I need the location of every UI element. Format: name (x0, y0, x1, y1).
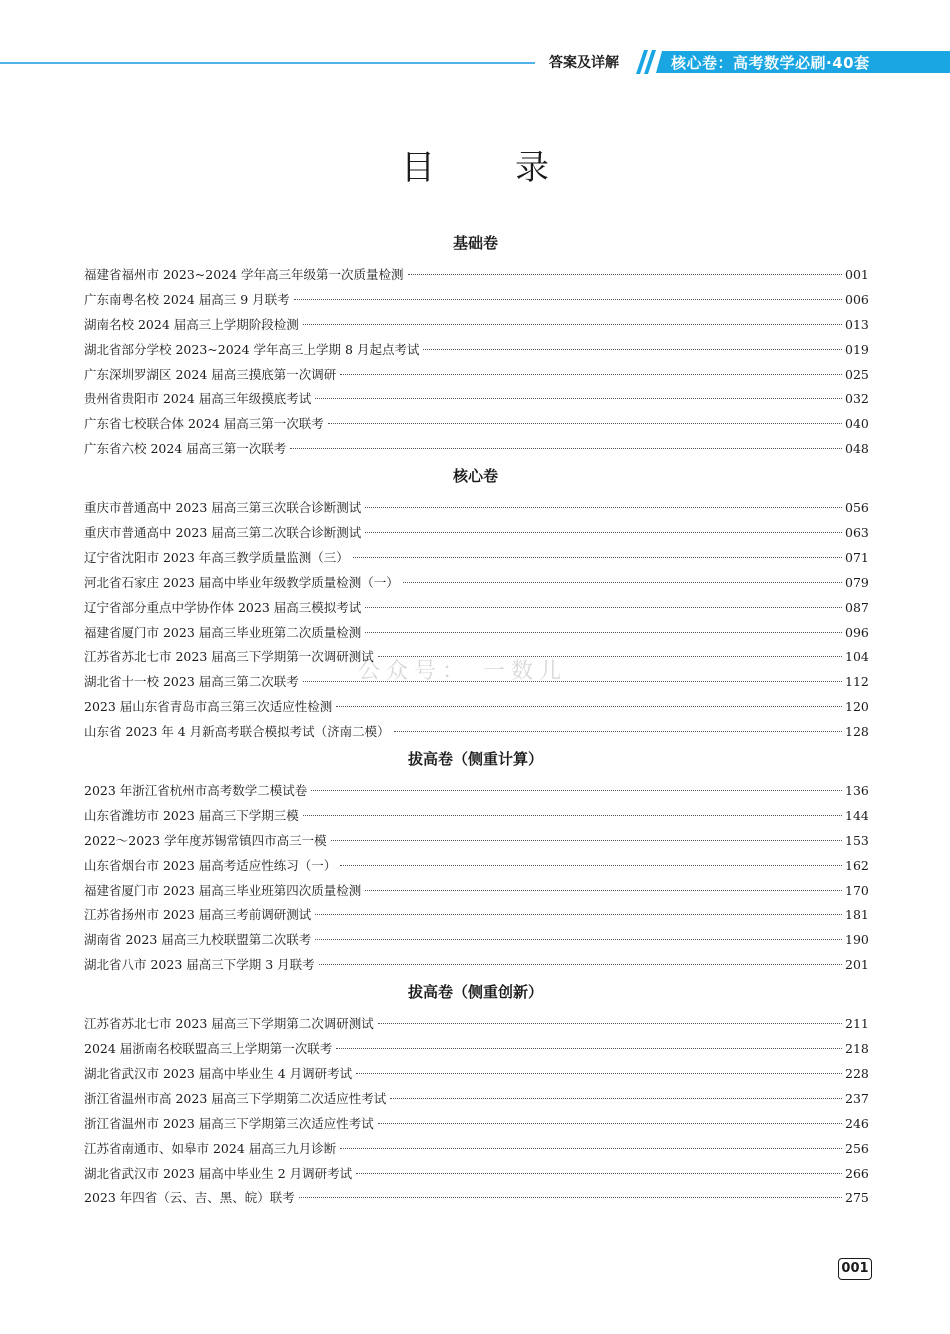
dot-leader (303, 324, 842, 325)
dot-leader (378, 1123, 842, 1124)
entry-title: 湖南省 2023 届高三九校联盟第二次联考 (84, 932, 312, 948)
entry-page-number: 256 (845, 1140, 869, 1156)
toc-section (84, 745, 867, 978)
header-banner-text: 核心卷：高考数学必刷·40套 (671, 54, 870, 72)
entry-page-number: 153 (845, 832, 869, 848)
entry-page-number: 096 (845, 624, 869, 640)
toc-entry[interactable] (84, 903, 867, 928)
dot-leader (403, 582, 842, 583)
dot-leader (303, 681, 842, 682)
entry-page-number: 032 (845, 391, 869, 407)
section-heading: 核心卷 (452, 467, 498, 486)
entry-page-number: 056 (845, 500, 869, 516)
dot-leader (319, 964, 842, 965)
entry-title: 湖南名校 2024 届高三上学期阶段检测 (84, 316, 299, 332)
entry-title: 2023 年四省（云、吉、黑、皖）联考 (84, 1190, 295, 1206)
entry-title: 广东省六校 2024 届高三第一次联考 (84, 441, 287, 457)
toc-entry[interactable] (84, 1087, 867, 1112)
toc-entry[interactable] (84, 1137, 867, 1162)
toc-entry[interactable] (84, 928, 867, 953)
toc-entry[interactable] (84, 1012, 867, 1037)
entry-title: 山东省潍坊市 2023 届高三下学期三模 (84, 807, 299, 823)
entry-title: 广东深圳罗湖区 2024 届高三摸底第一次调研 (84, 366, 337, 382)
toc-entry[interactable] (84, 571, 867, 596)
section-heading: 基础卷 (452, 234, 498, 252)
section-heading: 拔高卷（侧重计算） (407, 750, 543, 769)
toc-entry[interactable] (84, 1062, 867, 1087)
dot-leader (336, 706, 842, 707)
entry-page-number: 006 (845, 291, 869, 307)
toc-entry[interactable] (84, 546, 867, 571)
dot-leader (365, 532, 842, 533)
page-header (0, 0, 950, 80)
dot-leader (315, 398, 842, 399)
dot-leader (299, 1197, 842, 1198)
toc-entry[interactable] (84, 596, 867, 621)
toc-entry[interactable] (84, 779, 867, 804)
toc-entry[interactable] (84, 695, 867, 720)
dot-leader (336, 1048, 842, 1049)
toc-entry[interactable] (84, 804, 867, 829)
dot-leader (390, 1098, 842, 1099)
entry-title: 河北省石家庄 2023 届高中毕业年级教学质量检测（一） (84, 574, 399, 590)
entry-title: 2022～2023 学年度苏锡常镇四市高三一模 (84, 832, 327, 848)
entry-title: 福建省厦门市 2023 届高三毕业班第四次质量检测 (84, 882, 362, 898)
entry-title: 江苏省苏北七市 2023 届高三下学期第一次调研测试 (84, 649, 374, 665)
entry-title: 广东省七校联合体 2024 届高三第一次联考 (84, 416, 324, 432)
entry-page-number: 071 (845, 549, 869, 565)
entry-page-number: 128 (845, 724, 869, 740)
toc-entry[interactable] (84, 1037, 867, 1062)
toc-entry[interactable] (84, 1112, 867, 1137)
entry-page-number: 246 (845, 1115, 869, 1131)
entry-page-number: 228 (845, 1065, 869, 1081)
dot-leader (328, 423, 842, 424)
entry-title: 2024 届浙南名校联盟高三上学期第一次联考 (84, 1041, 333, 1057)
toc-entry[interactable] (84, 854, 867, 879)
entry-page-number: 120 (845, 699, 869, 715)
toc-entry[interactable] (84, 829, 867, 854)
toc-section (84, 462, 867, 745)
entry-title: 山东省烟台市 2023 届高考适应性练习（一） (84, 857, 337, 873)
dot-leader (315, 914, 842, 915)
dot-leader (340, 1148, 842, 1149)
dot-leader (378, 656, 842, 657)
entry-page-number: 144 (845, 807, 869, 823)
dot-leader (356, 1073, 842, 1074)
entry-page-number: 087 (845, 599, 869, 615)
toc-entry[interactable] (84, 621, 867, 646)
entry-title: 重庆市普通高中 2023 届高三第二次联合诊断测试 (84, 525, 362, 541)
dot-leader (315, 939, 842, 940)
dot-leader (340, 374, 842, 375)
dot-leader (408, 274, 842, 275)
entry-page-number: 201 (845, 957, 869, 973)
dot-leader (365, 507, 842, 508)
entry-title: 浙江省温州市 2023 届高三下学期第三次适应性考试 (84, 1115, 374, 1131)
entry-title: 湖北省八市 2023 届高三下学期 3 月联考 (84, 957, 315, 973)
dot-leader (378, 1023, 842, 1024)
table-of-contents (84, 226, 867, 1211)
entry-page-number: 211 (845, 1016, 869, 1032)
dot-leader (423, 349, 842, 350)
entry-page-number: 019 (845, 341, 869, 357)
entry-title: 辽宁省沈阳市 2023 年高三教学质量监测（三） (84, 549, 349, 565)
toc-entry[interactable] (84, 521, 867, 546)
dot-leader (290, 448, 842, 449)
entry-title: 贵州省贵阳市 2024 届高三年级摸底考试 (84, 391, 312, 407)
entry-page-number: 104 (845, 649, 869, 665)
toc-entry[interactable] (84, 363, 867, 388)
entry-page-number: 013 (845, 316, 869, 332)
entry-page-number: 218 (845, 1041, 869, 1057)
dot-leader (311, 790, 842, 791)
entry-title: 江苏省南通市、如皋市 2024 届高三九月诊断 (84, 1140, 337, 1156)
toc-section (84, 229, 867, 462)
toc-entry[interactable] (84, 313, 867, 338)
entry-title: 福建省福州市 2023~2024 学年高三年级第一次质量检测 (84, 267, 404, 282)
toc-entry[interactable] (84, 953, 867, 978)
toc-entry[interactable] (84, 437, 867, 462)
entry-page-number: 170 (845, 882, 869, 898)
entry-title: 重庆市普通高中 2023 届高三第三次联合诊断测试 (84, 500, 362, 516)
header-label: 答案及详解 (549, 55, 619, 71)
page-title: 目录 (401, 148, 629, 188)
entry-title: 广东南粤名校 2024 届高三 9 月联考 (84, 291, 290, 307)
entry-page-number: 266 (845, 1165, 869, 1181)
entry-page-number: 181 (845, 907, 869, 923)
dot-leader (365, 607, 842, 608)
entry-title: 2023 届山东省青岛市高三第三次适应性检测 (84, 699, 333, 715)
toc-entry[interactable] (84, 670, 867, 695)
entry-title: 湖北省武汉市 2023 届高中毕业生 2 月调研考试 (84, 1165, 353, 1181)
toc-entry[interactable] (84, 879, 867, 904)
dot-leader (356, 1173, 842, 1174)
entry-page-number: 079 (845, 574, 869, 590)
entry-title: 湖北省部分学校 2023~2024 学年高三上学期 8 月起点考试 (84, 341, 420, 357)
entry-page-number: 275 (845, 1190, 869, 1206)
entry-page-number: 040 (845, 416, 869, 432)
toc-entry[interactable] (84, 720, 867, 745)
entry-title: 山东省 2023 年 4 月新高考联合模拟考试（济南二模） (84, 724, 390, 740)
entry-page-number: 136 (845, 783, 869, 799)
entry-page-number: 162 (845, 857, 869, 873)
entry-title: 浙江省温州市高 2023 届高三下学期第二次适应性考试 (84, 1090, 387, 1106)
entry-title: 福建省厦门市 2023 届高三毕业班第二次质量检测 (84, 624, 362, 640)
toc-entry[interactable] (84, 338, 867, 363)
watermark: 公众号： 一数儿 (358, 659, 567, 684)
toc-entry[interactable] (84, 496, 867, 521)
entry-title: 江苏省扬州市 2023 届高三考前调研测试 (84, 907, 312, 923)
entry-title: 江苏省苏北七市 2023 届高三下学期第二次调研测试 (84, 1016, 374, 1032)
entry-page-number: 063 (845, 525, 869, 541)
entry-title: 湖北省十一校 2023 届高三第二次联考 (84, 674, 299, 690)
toc-entry[interactable] (84, 645, 867, 670)
entry-title: 湖北省武汉市 2023 届高中毕业生 4 月调研考试 (84, 1065, 353, 1081)
entry-title: 辽宁省部分重点中学协作体 2023 届高三模拟考试 (84, 599, 362, 615)
header-rule (0, 62, 535, 64)
entry-title: 2023 年浙江省杭州市高考数学二模试卷 (84, 783, 308, 799)
toc-section (84, 978, 867, 1211)
entry-page-number: 190 (845, 932, 869, 948)
entry-page-number: 025 (845, 366, 869, 382)
dot-leader (365, 890, 842, 891)
toc-entry[interactable] (84, 1186, 867, 1211)
dot-leader (331, 840, 842, 841)
section-heading: 拔高卷（侧重创新） (407, 983, 543, 1002)
entry-page-number: 237 (845, 1090, 869, 1106)
toc-entry[interactable] (84, 387, 867, 412)
dot-leader (365, 632, 842, 633)
toc-entry[interactable] (84, 263, 867, 288)
entry-page-number: 112 (845, 674, 869, 690)
dot-leader (353, 557, 842, 558)
entry-page-number: 048 (845, 441, 869, 457)
dot-leader (303, 815, 842, 816)
dot-leader (340, 865, 842, 866)
dot-leader (394, 731, 842, 732)
toc-entry[interactable] (84, 412, 867, 437)
toc-entry[interactable] (84, 288, 867, 313)
entry-page-number: 001 (845, 267, 869, 282)
page-number: 001 (838, 1258, 872, 1280)
dot-leader (294, 299, 842, 300)
toc-entry[interactable] (84, 1162, 867, 1187)
